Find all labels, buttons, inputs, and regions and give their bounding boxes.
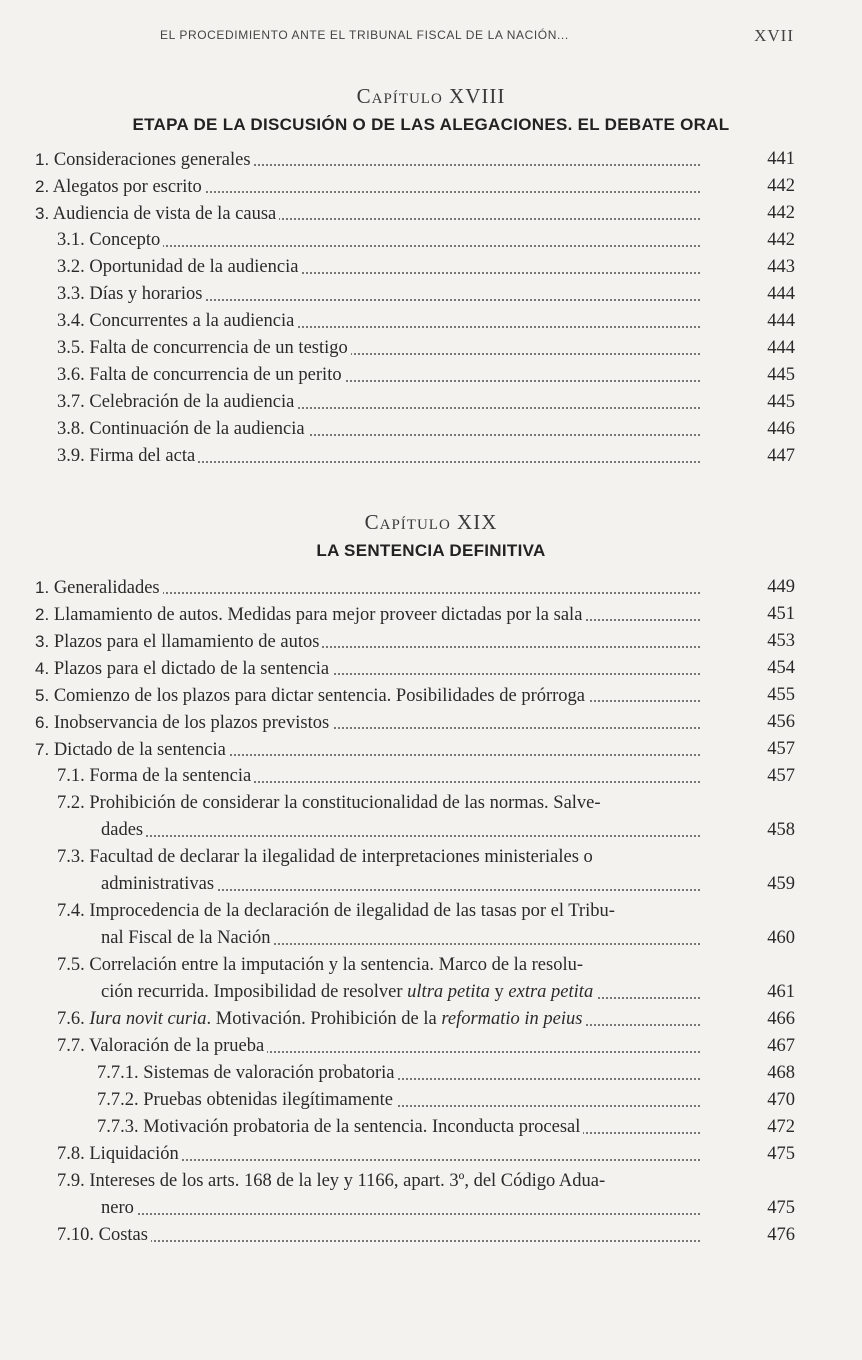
toc-entry[interactable]: 7.7.2. Pruebas obtenidas ilegítimamente 470 bbox=[35, 1087, 795, 1114]
toc-entry[interactable]: 6. Inobservancia de los plazos previstos 456 bbox=[35, 709, 795, 736]
running-title: EL PROCEDIMIENTO ANTE EL TRIBUNAL FISCAL DE LA NACIÓN... bbox=[160, 28, 569, 42]
toc-entry[interactable]: 4. Plazos para el dictado de la sentencia 454 bbox=[35, 655, 795, 682]
toc-entry[interactable]: 2. Alegatos por escrito 442 bbox=[35, 173, 795, 200]
toc-entry[interactable]: 7.7.3. Motivación probatoria de la sentencia. Inconducta procesal 472 bbox=[35, 1114, 795, 1141]
page-number: 466 bbox=[767, 1009, 795, 1029]
page-number: 444 bbox=[767, 284, 795, 304]
toc-entry[interactable]: 7.1. Forma de la sentencia 457 bbox=[35, 763, 795, 790]
page-number: 451 bbox=[767, 604, 795, 624]
chapter-label: Capítulo XVIII bbox=[356, 84, 506, 108]
page-number: 457 bbox=[767, 766, 795, 786]
toc-entry[interactable]: 7.3. Facultad de declarar la ilegalidad de interpretaciones ministeriales o administrativas 459 bbox=[35, 844, 795, 898]
page-number: 457 bbox=[767, 739, 795, 759]
toc-entry[interactable]: 3.1. Concepto 442 bbox=[35, 227, 795, 254]
toc-entry[interactable]: 7.9. Intereses de los arts. 168 de la ley y 1166, apart. 3º, del Código Adua- nero 475 bbox=[35, 1168, 795, 1222]
toc-list bbox=[35, 574, 795, 1249]
page-number: 453 bbox=[767, 631, 795, 651]
page-number: 444 bbox=[767, 338, 795, 358]
page-number: 442 bbox=[767, 203, 795, 223]
page-number: 460 bbox=[767, 928, 795, 948]
page-number: 442 bbox=[767, 230, 795, 250]
page-number: 445 bbox=[767, 392, 795, 412]
toc-entry[interactable]: 3. Audiencia de vista de la causa 442 bbox=[35, 200, 795, 227]
toc-entry[interactable]: 2. Llamamiento de autos. Medidas para mejor proveer dictadas por la sala 451 bbox=[35, 601, 795, 628]
toc-entry[interactable]: 3.3. Días y horarios 444 bbox=[35, 281, 795, 308]
toc-entry[interactable]: 3.9. Firma del acta 447 bbox=[35, 443, 795, 470]
page-number: 475 bbox=[767, 1198, 795, 1218]
page-number: 468 bbox=[767, 1063, 795, 1083]
page-number: 475 bbox=[767, 1144, 795, 1164]
toc-entry[interactable]: 7.7.1. Sistemas de valoración probatoria 468 bbox=[35, 1060, 795, 1087]
page-number: 458 bbox=[767, 820, 795, 840]
page-number: 467 bbox=[767, 1036, 795, 1056]
page-folio: XVII bbox=[754, 26, 794, 45]
toc-entry[interactable]: 7.8. Liquidación 475 bbox=[35, 1141, 795, 1168]
page-number: 446 bbox=[767, 419, 795, 439]
toc-entry[interactable]: 7. Dictado de la sentencia 457 bbox=[35, 736, 795, 763]
page-number: 476 bbox=[767, 1225, 795, 1245]
page-number: 459 bbox=[767, 874, 795, 894]
chapter-title: LA SENTENCIA DEFINITIVA bbox=[316, 541, 546, 560]
toc-entry[interactable]: 5. Comienzo de los plazos para dictar sentencia. Posibilidades de prórroga 455 bbox=[35, 682, 795, 709]
page-number: 445 bbox=[767, 365, 795, 385]
toc-entry[interactable]: 3.7. Celebración de la audiencia 445 bbox=[35, 389, 795, 416]
page-number: 455 bbox=[767, 685, 795, 705]
toc-entry[interactable]: 7.4. Improcedencia de la declaración de ilegalidad de las tasas por el Tribu- nal Fiscal de la Nación 460 bbox=[35, 898, 795, 952]
toc-entry[interactable]: 7.5. Correlación entre la imputación y la sentencia. Marco de la resolu- ción recurrida. Imposibilidad de resolver ultra petita y extra petita 461 bbox=[35, 952, 795, 1006]
toc-entry[interactable]: 3.6. Falta de concurrencia de un perito 445 bbox=[35, 362, 795, 389]
page-number: 472 bbox=[767, 1117, 795, 1137]
toc-entry[interactable]: 1. Generalidades 449 bbox=[35, 574, 795, 601]
page-number: 443 bbox=[767, 257, 795, 277]
toc-entry[interactable]: 3.5. Falta de concurrencia de un testigo 444 bbox=[35, 335, 795, 362]
page-header bbox=[0, 26, 862, 46]
toc-entry[interactable]: 3. Plazos para el llamamiento de autos 453 bbox=[35, 628, 795, 655]
chapter-heading bbox=[0, 84, 862, 135]
toc-entry[interactable]: 1. Consideraciones generales 441 bbox=[35, 146, 795, 173]
chapter-title: ETAPA DE LA DISCUSIÓN O DE LAS ALEGACIONES. EL DEBATE ORAL bbox=[132, 115, 730, 134]
toc-entry[interactable]: 7.6. Iura novit curia. Motivación. Prohibición de la reformatio in peius 466 bbox=[35, 1006, 795, 1033]
chapter-label: Capítulo XIX bbox=[364, 510, 498, 534]
toc-entry[interactable]: 3.4. Concurrentes a la audiencia 444 bbox=[35, 308, 795, 335]
toc-entry[interactable]: 7.10. Costas 476 bbox=[35, 1222, 795, 1249]
toc-entry[interactable]: 3.2. Oportunidad de la audiencia 443 bbox=[35, 254, 795, 281]
toc-entry[interactable]: 7.2. Prohibición de considerar la constitucionalidad de las normas. Salve- dades 458 bbox=[35, 790, 795, 844]
toc-entry[interactable]: 7.7. Valoración de la prueba 467 bbox=[35, 1033, 795, 1060]
page-number: 441 bbox=[767, 149, 795, 169]
page-number: 447 bbox=[767, 446, 795, 466]
page-number: 442 bbox=[767, 176, 795, 196]
page-number: 454 bbox=[767, 658, 795, 678]
page-number: 470 bbox=[767, 1090, 795, 1110]
page-number: 461 bbox=[767, 982, 795, 1002]
toc-list bbox=[35, 146, 795, 470]
page-number: 456 bbox=[767, 712, 795, 732]
page-number: 449 bbox=[767, 577, 795, 597]
chapter-heading bbox=[0, 510, 862, 561]
page-number: 444 bbox=[767, 311, 795, 331]
toc-entry[interactable]: 3.8. Continuación de la audiencia 446 bbox=[35, 416, 795, 443]
